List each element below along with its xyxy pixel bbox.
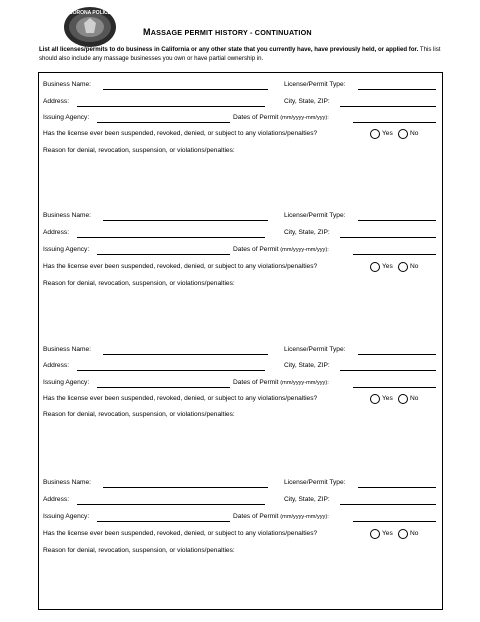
license-type-label: License/Permit Type: [284, 479, 346, 486]
dates-field[interactable] [353, 254, 436, 255]
address-label: Address: [43, 496, 70, 503]
issuing-agency-field[interactable] [97, 521, 230, 522]
address-field[interactable] [77, 237, 265, 238]
question-label: Has the license ever been suspended, revoked, denied, or subject to any violations/penalties? [43, 395, 318, 402]
address-label: Address: [43, 362, 70, 369]
instructions-text [39, 46, 449, 63]
page-title: MASSAGE PERMIT HISTORY - CONTINUATION [143, 27, 312, 37]
no-radio[interactable] [398, 394, 408, 404]
city-label: City, State, ZIP: [284, 98, 330, 105]
yes-label: Yes [382, 530, 393, 537]
issuing-agency-field[interactable] [97, 254, 230, 255]
address-label: Address: [43, 98, 70, 105]
reason-field[interactable] [43, 157, 439, 201]
question-label: Has the license ever been suspended, revoked, denied, or subject to any violations/penalties? [43, 130, 318, 137]
city-field[interactable] [340, 106, 436, 107]
question-label: Has the license ever been suspended, revoked, denied, or subject to any violations/penalties? [43, 530, 318, 537]
yes-radio[interactable] [370, 129, 380, 139]
dates-label: Dates of Permit (mm/yyyy-mm/yyy): [233, 114, 329, 121]
business-name-field[interactable] [103, 354, 268, 355]
reason-label: Reason for denial, revocation, suspension, or violations/penalties: [43, 547, 235, 554]
permit-history-frame [38, 72, 443, 610]
address-label: Address: [43, 229, 70, 236]
dates-field[interactable] [353, 122, 436, 123]
license-type-field[interactable] [358, 220, 436, 221]
city-label: City, State, ZIP: [284, 496, 330, 503]
yes-radio[interactable] [370, 394, 380, 404]
license-type-label: License/Permit Type: [284, 212, 346, 219]
reason-label: Reason for denial, revocation, suspension, or violations/penalties: [43, 147, 235, 154]
license-type-field[interactable] [358, 89, 436, 90]
no-radio[interactable] [398, 129, 408, 139]
no-radio[interactable] [398, 529, 408, 539]
business-name-label: Business Name: [43, 346, 92, 353]
license-type-field[interactable] [358, 354, 436, 355]
business-name-field[interactable] [103, 487, 268, 488]
reason-label: Reason for denial, revocation, suspension, or violations/penalties: [43, 411, 235, 418]
business-name-label: Business Name: [43, 212, 92, 219]
no-radio[interactable] [398, 262, 408, 272]
no-label: No [410, 395, 419, 402]
address-field[interactable] [77, 370, 265, 371]
license-type-label: License/Permit Type: [284, 81, 346, 88]
no-label: No [410, 263, 419, 270]
business-name-field[interactable] [103, 220, 268, 221]
license-type-field[interactable] [358, 487, 436, 488]
issuing-agency-label: Issuing Agency: [43, 114, 90, 121]
issuing-agency-label: Issuing Agency: [43, 246, 90, 253]
dates-label: Dates of Permit (mm/yyyy-mm/yyy): [233, 513, 329, 520]
dates-field[interactable] [353, 387, 436, 388]
issuing-agency-field[interactable] [97, 387, 230, 388]
business-name-label: Business Name: [43, 81, 92, 88]
reason-field[interactable] [43, 290, 439, 336]
reason-label: Reason for denial, revocation, suspension, or violations/penalties: [43, 280, 235, 287]
address-field[interactable] [77, 504, 265, 505]
svg-text:CORONA POLICE: CORONA POLICE [68, 10, 112, 16]
license-type-label: License/Permit Type: [284, 346, 346, 353]
city-field[interactable] [340, 237, 436, 238]
city-label: City, State, ZIP: [284, 362, 330, 369]
issuing-agency-label: Issuing Agency: [43, 513, 90, 520]
dates-field[interactable] [353, 521, 436, 522]
yes-label: Yes [382, 130, 393, 137]
yes-radio[interactable] [370, 529, 380, 539]
city-field[interactable] [340, 370, 436, 371]
city-field[interactable] [340, 504, 436, 505]
instructions-bold: List all licenses/permits to do business in California or any other state that you currently have, have previously held, or applied for. [39, 46, 419, 53]
business-name-label: Business Name: [43, 479, 92, 486]
issuing-agency-label: Issuing Agency: [43, 379, 90, 386]
instructions-rest: This list should also include any massage businesses you own or have partial ownership in. [39, 46, 441, 62]
police-badge-logo [62, 3, 118, 47]
reason-field[interactable] [43, 557, 439, 607]
issuing-agency-field[interactable] [97, 122, 230, 123]
dates-label: Dates of Permit (mm/yyyy-mm/yyy): [233, 246, 329, 253]
city-label: City, State, ZIP: [284, 229, 330, 236]
address-field[interactable] [77, 106, 265, 107]
question-label: Has the license ever been suspended, revoked, denied, or subject to any violations/penalties? [43, 263, 318, 270]
yes-label: Yes [382, 263, 393, 270]
no-label: No [410, 130, 419, 137]
business-name-field[interactable] [103, 89, 268, 90]
dates-label: Dates of Permit (mm/yyyy-mm/yyy): [233, 379, 329, 386]
reason-field[interactable] [43, 421, 439, 471]
no-label: No [410, 530, 419, 537]
yes-label: Yes [382, 395, 393, 402]
yes-radio[interactable] [370, 262, 380, 272]
